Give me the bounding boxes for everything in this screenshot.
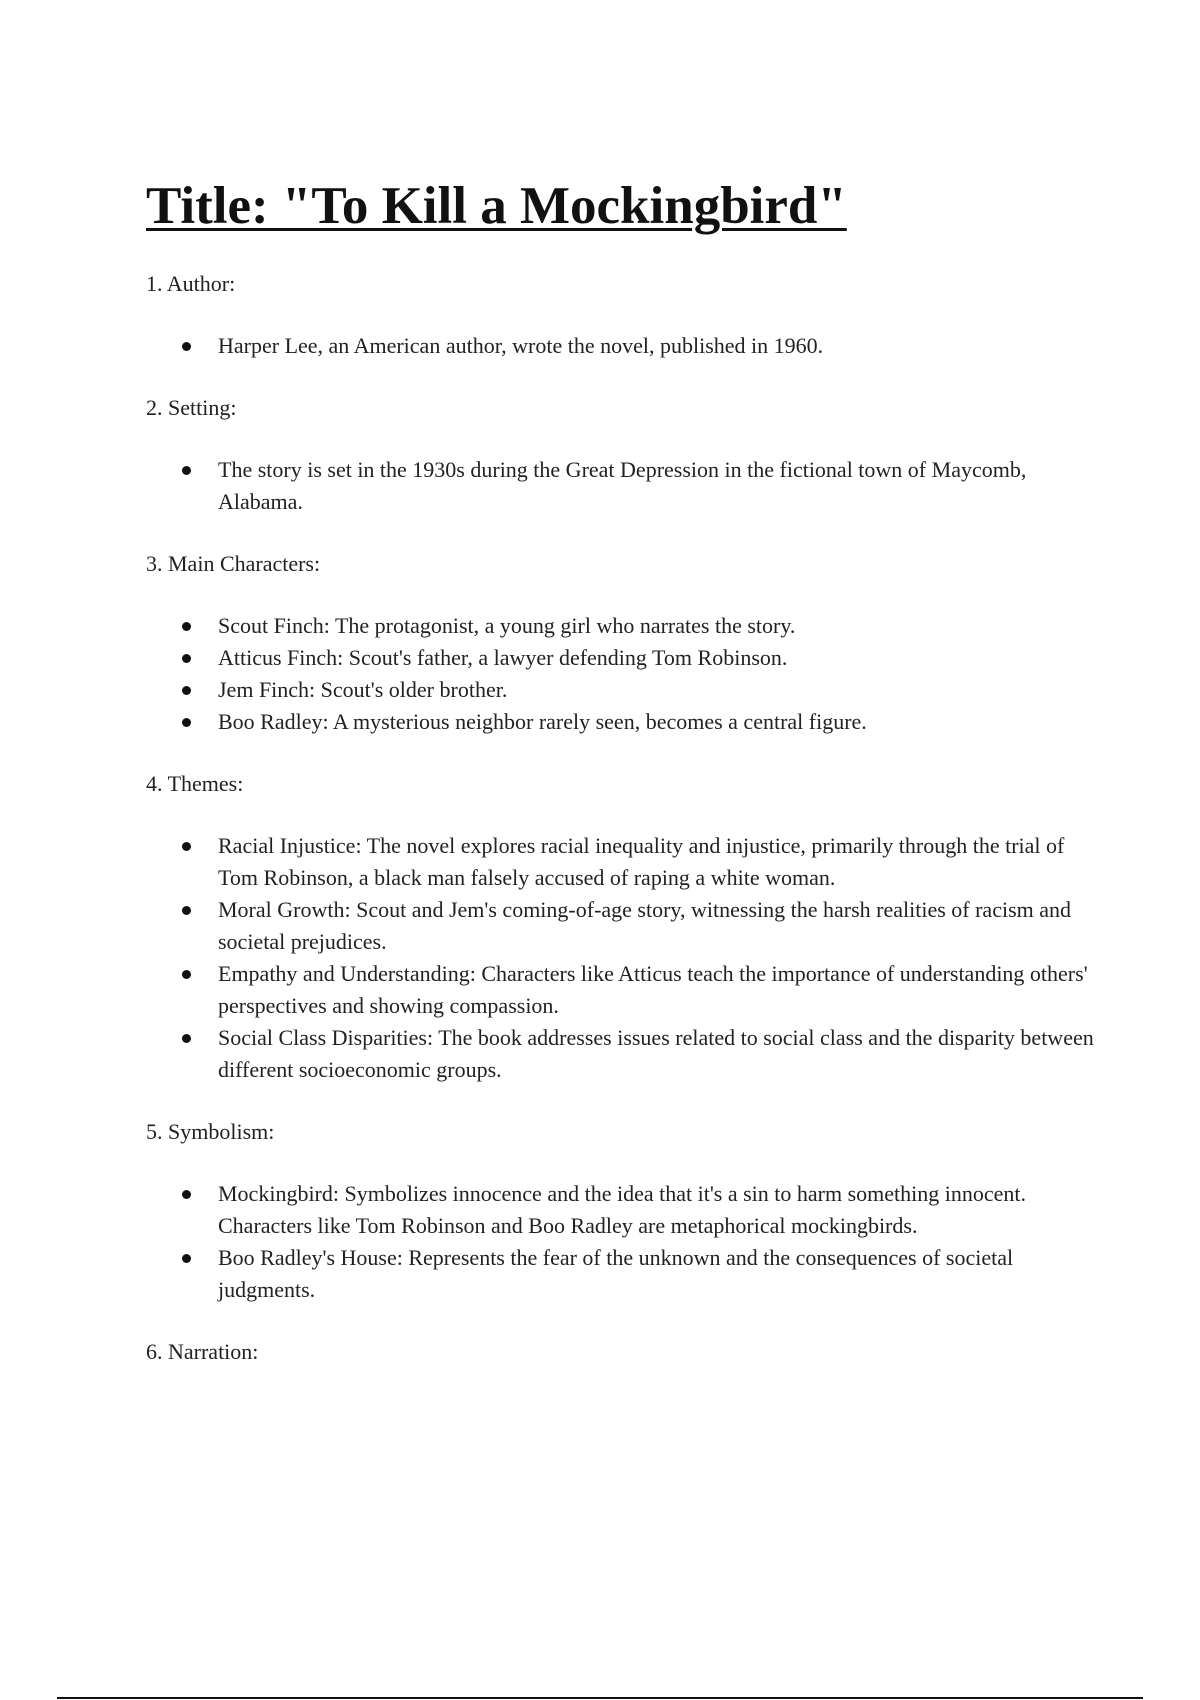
page-divider: [57, 1697, 1143, 1699]
section-heading-themes: 4. Themes:: [146, 771, 244, 796]
section-heading-main-characters: 3. Main Characters:: [146, 551, 321, 576]
list-item: Scout Finch: The protagonist, a young girl who narrates the story.: [218, 610, 1096, 642]
list-item: Atticus Finch: Scout's father, a lawyer defending Tom Robinson.: [218, 642, 1096, 674]
section-heading-author: 1. Author:: [146, 271, 236, 296]
section-heading-setting: 2. Setting:: [146, 395, 237, 420]
page-title: Title: "To Kill a Mockingbird": [146, 177, 847, 235]
section-heading-symbolism: 5. Symbolism:: [146, 1119, 275, 1144]
setting-list: [146, 454, 1096, 518]
list-item: The story is set in the 1930s during the Great Depression in the fictional town of Maycomb, Alabama.: [218, 454, 1096, 518]
list-item: Racial Injustice: The novel explores racial inequality and injustice, primarily through the trial of Tom Robinson, a black man falsely accused of raping a white woman.: [218, 830, 1096, 894]
symbolism-list: [146, 1178, 1096, 1306]
list-item: Harper Lee, an American author, wrote the novel, published in 1960.: [218, 330, 1096, 362]
section-heading-narration: 6. Narration:: [146, 1339, 259, 1364]
author-list: [146, 330, 1096, 362]
list-item: Moral Growth: Scout and Jem's coming-of-age story, witnessing the harsh realities of racism and societal prejudices.: [218, 894, 1096, 958]
main-characters-list: [146, 610, 1096, 738]
list-item: Boo Radley's House: Represents the fear of the unknown and the consequences of societal judgments.: [218, 1242, 1096, 1306]
list-item: Jem Finch: Scout's older brother.: [218, 674, 1096, 706]
list-item: Social Class Disparities: The book addresses issues related to social class and the disparity between different socioeconomic groups.: [218, 1022, 1096, 1086]
list-item: Empathy and Understanding: Characters like Atticus teach the importance of understanding others' perspectives and showing compassion.: [218, 958, 1096, 1022]
document-body: [146, 268, 1096, 1398]
list-item: Mockingbird: Symbolizes innocence and the idea that it's a sin to harm something innocent. Characters like Tom Robinson and Boo Radley are metaphorical mockingbirds.: [218, 1178, 1096, 1242]
themes-list: [146, 830, 1096, 1086]
list-item: Boo Radley: A mysterious neighbor rarely seen, becomes a central figure.: [218, 706, 1096, 738]
